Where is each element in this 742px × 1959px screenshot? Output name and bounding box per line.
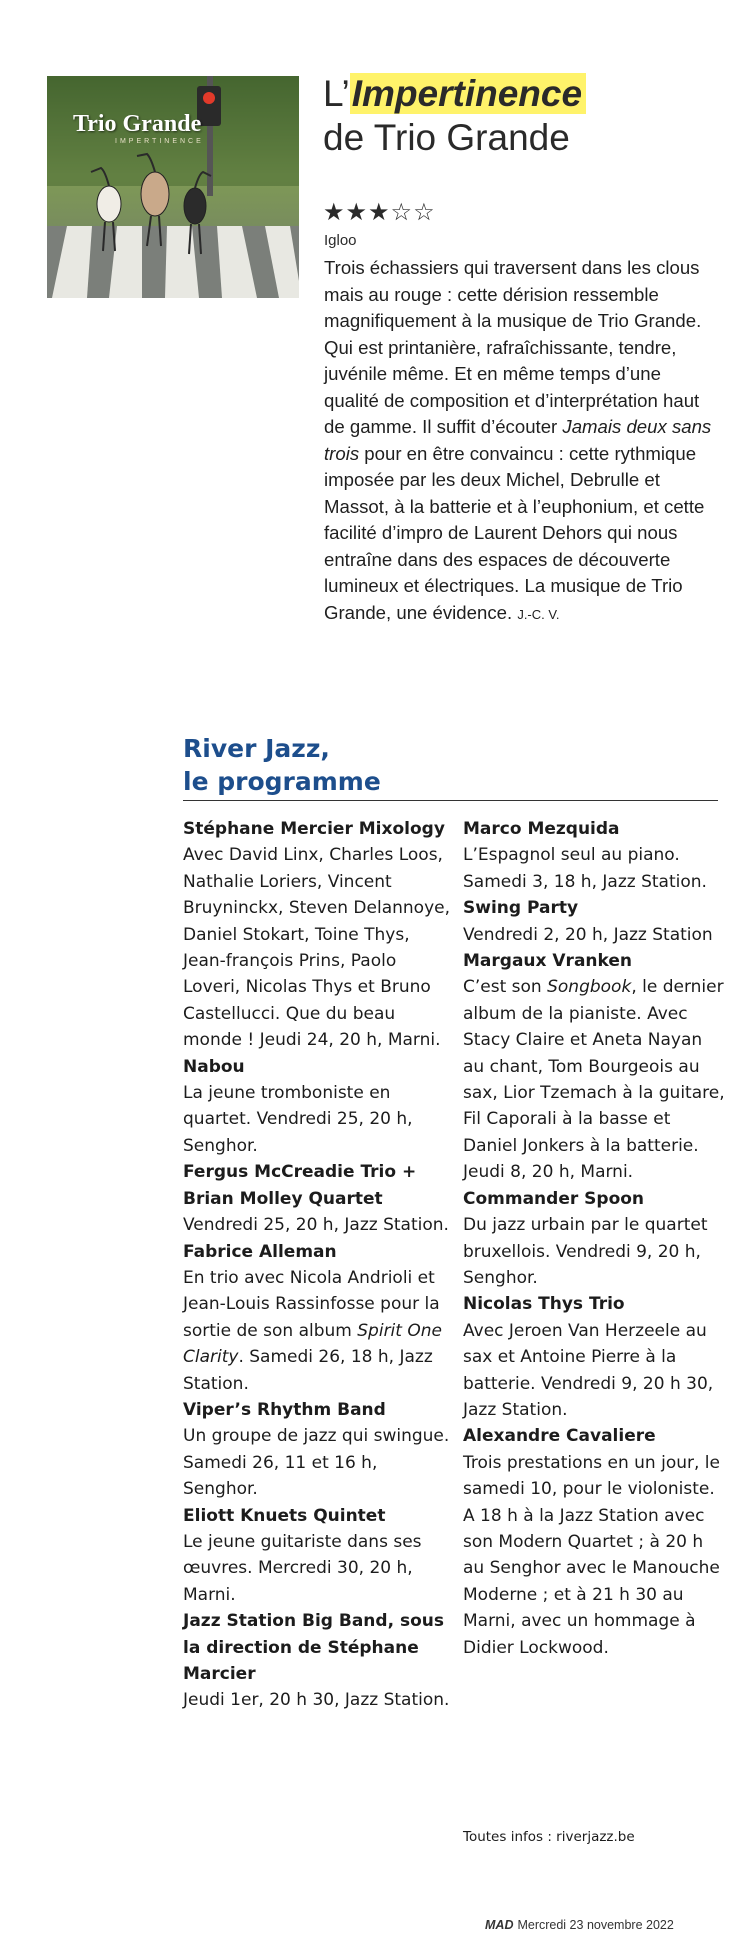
event-description: Du jazz urbain par le quartet bruxellois. Vendredi 9, 20 h, Senghor. [463,1215,708,1288]
programme-divider [183,800,718,801]
event-item [463,816,725,895]
event-name: Viper’s Rhythm Band [183,1399,386,1420]
event-item [463,1291,725,1423]
event-item [463,1186,725,1292]
event-name: Commander Spoon [463,1188,645,1209]
headline-suffix: de Trio Grande [323,117,570,158]
event-item [183,1159,453,1238]
cover-band-name: Trio Grande [73,111,202,137]
programme-title-line-2: le programme [183,767,381,796]
album-cover-image [47,76,299,298]
event-item [183,1054,453,1160]
event-name: Jazz Station Big Band, sous la direction de Stéphane Marcier [183,1611,444,1684]
programme-column-left [183,816,453,1714]
event-name: Swing Party [463,898,579,919]
event-description [463,974,725,1185]
event-item [463,1423,725,1661]
event-name: Fergus McCreadie Trio + Brian Molley Quartet [183,1162,417,1209]
event-description: Jeudi 1er, 20 h 30, Jazz Station. [183,1690,450,1711]
rating-empty-stars: ☆☆ [390,198,436,226]
event-description: La jeune tromboniste en quartet. Vendredi 25, 20 h, Senghor. [183,1083,413,1156]
event-description: Trois prestations en un jour, le samedi 10, pour le violoniste. A 18 h à la Jazz Station avec son Modern Quartet ; à 20 h au Senghor avec le Manouche Moderne ; et à 21 h 30 au Marni, avec un hommage à Didier Lockwood. [463,1452,720,1658]
event-item [463,948,725,1186]
event-description: Vendredi 25, 20 h, Jazz Station. [183,1215,449,1236]
event-item [183,816,453,1054]
event-description-italic: Songbook [547,977,632,998]
event-description: Avec Jeroen Van Herzeele au sax et Antoine Pierre à la batterie. Vendredi 9, 20 h 30, Jazz Station. [463,1320,714,1420]
cover-album-name: IMPERTINENCE [115,138,204,145]
headline-prefix: L’ [323,73,350,114]
event-name: Marco Mezquida [463,819,620,839]
event-name: Margaux Vranken [463,951,632,972]
rating-stars [323,198,436,226]
event-name: Nabou [183,1056,245,1077]
review-headline [323,72,586,160]
review-text-italic: Jamais deux sans trois [324,416,712,464]
headline-highlight: Impertinence [350,73,586,114]
event-description: Le jeune guitariste dans ses œuvres. Mercredi 30, 20 h, Marni. [183,1531,422,1605]
event-description-part-1: En trio avec Nicola Andrioli et Jean-Louis Rassinfosse pour la sortie de son album [183,1267,440,1341]
programme-title [183,732,381,798]
event-description: Avec David Linx, Charles Loos, Nathalie Loriers, Vincent Bruyninckx, Steven Delannoye, Daniel Stokart, Toine Thys, Jean-françois Prins, Paolo Loveri, Nicolas Thys et Bruno Castellucci. Que du beau monde ! Jeudi 24, 20 h, Marni. [183,845,450,1051]
event-description: Vendredi 2, 20 h, Jazz Station [463,924,713,945]
event-item [183,1608,453,1714]
event-description-part-2: , le dernier album de la pianiste. Avec Stacy Claire et Aneta Nayan au chant, Tom Bourgeois au sax, Lior Tzemach à la guitare, Fil Caporali à la basse et Daniel Jonkers à la batterie. Jeudi 8, 20 h, Marni. [463,977,725,1183]
event-name: Eliott Knuets Quintet [183,1505,386,1526]
event-description [183,1265,453,1397]
event-item [183,1239,453,1397]
event-name: Nicolas Thys Trio [463,1294,625,1315]
event-description: Un groupe de jazz qui swingue. Samedi 26, 11 et 16 h, Senghor. [183,1426,450,1500]
issue-date: Mercredi 23 novembre 2022 [517,1918,674,1932]
event-item [463,895,725,948]
review-signature: J.-C. V. [517,606,560,622]
event-item [183,1397,453,1503]
rating-filled-stars: ★★★ [323,198,391,226]
event-name: Fabrice Alleman [183,1241,337,1262]
magazine-name: MAD [485,1918,514,1932]
programme-infos: Toutes infos : riverjazz.be [463,1829,635,1845]
event-description-part-1: C’est son [463,977,548,998]
programme-column-right [463,816,725,1661]
event-name: Stéphane Mercier Mixology [183,819,445,839]
event-item [183,1503,453,1609]
album-cover-illustration [47,76,299,298]
record-label: Igloo [324,232,357,249]
event-description-part-2: . Samedi 26, 18 h, Jazz Station. [183,1347,433,1394]
event-description: L’Espagnol seul au piano. Samedi 3, 18 h, Jazz Station. [463,845,707,892]
event-description-italic: Spirit One Clarity [183,1320,442,1368]
page-footer [485,1918,674,1932]
review-text [324,255,716,628]
review-text-part-2: pour en être convaincu : cette rythmique imposée par les deux Michel, Debrulle et Massot, à la batterie et à l’euphonium, et cette facilité d’impro de Laurent Dehors qui nous entraîne dans des espaces de découverte lumineux et électriques. La musique de Trio Grande, une évidence. [324,442,705,623]
review-text-part-1: Trois échassiers qui traversent dans les clous mais au rouge : cette dérision ressemble magnifiquement à la musique de Trio Grande. Qui est printanière, rafraîchissante, tendre, juvénile même. Et en même temps d’une qualité de composition et d’interprétation haut de gamme. Il suffit d’écouter [324,257,702,437]
programme-title-line-1: River Jazz, [183,734,330,763]
event-name: Alexandre Cavaliere [463,1426,656,1447]
